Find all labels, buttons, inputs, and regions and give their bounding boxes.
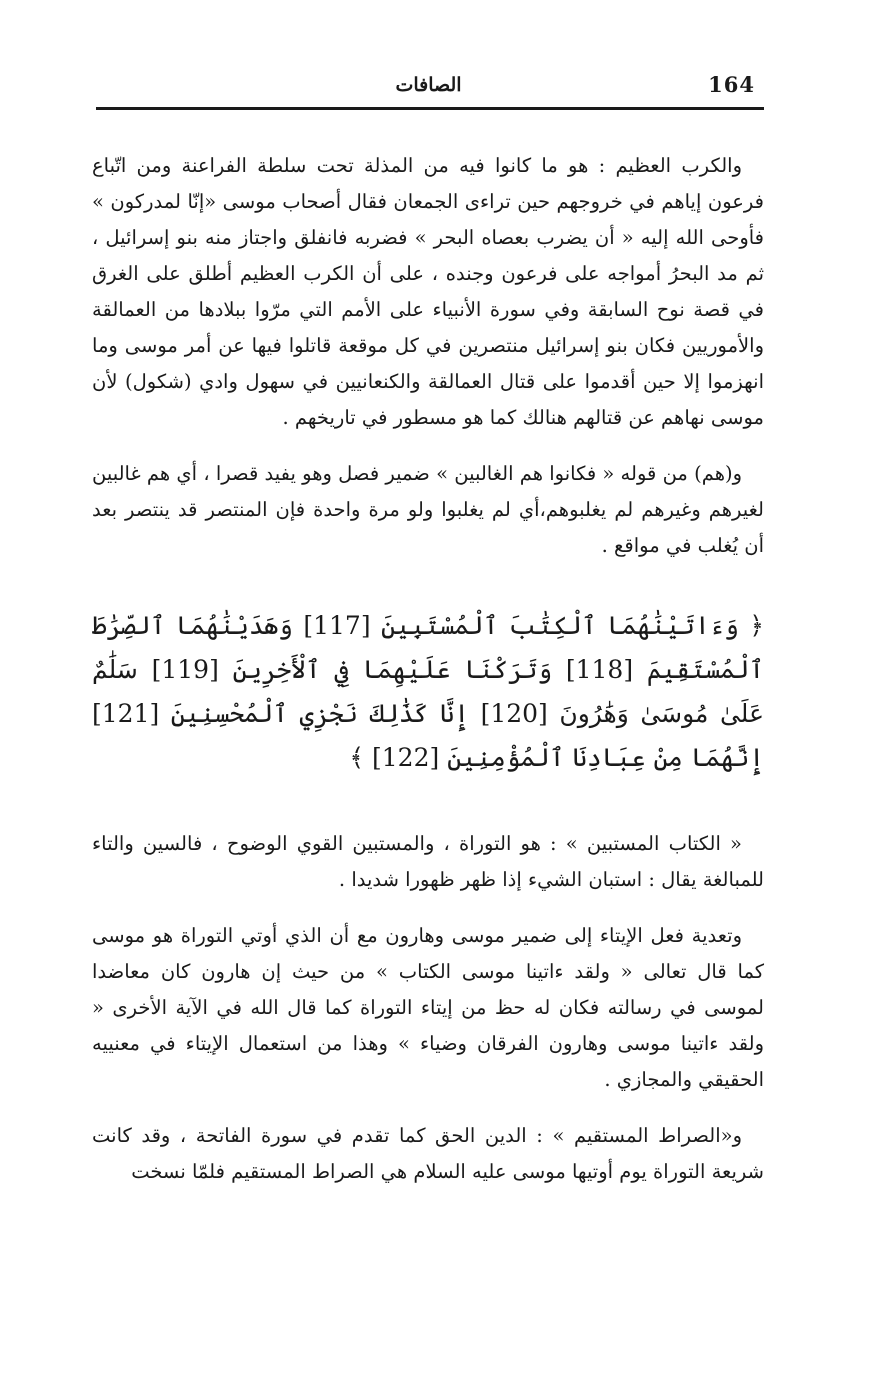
paragraph-straight-path: و«الصراط المستقيم » : الدين الحق كما تقدم في سورة الفاتحة ، وقد كانت شريعة التوراة يوم أوتيها موسى عليه السلام هي الصراط المستقيم فلمّا نسخت bbox=[92, 1124, 764, 1183]
header-rule bbox=[96, 107, 764, 110]
quran-verse-block: ﴿ وَءَاتَيْنَٰهُمَا ٱلْكِتَٰبَ ٱلْمُسْتَبِينَ [117] وَهَدَيْنَٰهُمَا ٱلصِّرَٰطَ ٱلْمُسْتَقِيمَ [118] وَتَرَكْنَا عَلَيْهِمَا فِي ٱلْأَخِرِينَ [119] سَلَٰمٌ عَلَىٰ مُوسَىٰ وَهَٰرُونَ [120] إِنَّا كَذَٰلِكَ نَجْزِي ٱلْمُحْسِنِينَ [121] إِنَّهُمَا مِنْ عِبَادِنَا ٱلْمُؤْمِنِينَ [122] ﴾ bbox=[92, 611, 765, 772]
page-number: 164 bbox=[708, 72, 755, 97]
paragraph-clear-book: « الكتاب المستبين » : هو التوراة ، والمستبين القوي الوضوح ، فالسين والتاء للمبالغة يقال : استبان الشيء إذا ظهر ظهورا شديدا . bbox=[92, 832, 764, 891]
paragraph-separating-pronoun: و(هم) من قوله « فكانوا هم الغالبين » ضمير فصل وهو يفيد قصرا ، أي هم غالبين لغيرهم وغيرهم لم يغلبوهم،أي لم يغلبوا ولو مرة واحدة فإن المنتصر قد ينتصر بعد أن يُغلب في مواقع . bbox=[92, 462, 764, 557]
paragraph-giving-to-both: وتعدية فعل الإيتاء إلى ضمير موسى وهارون مع أن الذي أوتي التوراة هو موسى كما قال تعالى « ولقد ءاتينا موسى الكتاب » من حيث إن هارون كان معاضدا لموسى في رسالته فكان له حظ من إيتاء التوراة كما قال الله في الآية الأخرى « ولقد ءاتينا موسى وهارون الفرقان وضياء » وهذا من استعمال الإيتاء في معنييه الحقيقي والمجازي . bbox=[92, 924, 764, 1091]
page-header bbox=[96, 70, 761, 104]
paragraph-great-distress: والكرب العظيم : هو ما كانوا فيه من المذلة تحت سلطة الفراعنة ومن اتّباع فرعون إياهم في خروجهم حين تراءى الجمعان فقال أصحاب موسى «إنّا لمدركون » فأوحى الله إليه « أن يضرب بعصاه البحر » فضربه فانفلق واجتاز منه بنو إسرائيل ، ثم مد البحرُ أمواجه على فرعون وجنده ، على أن الكرب العظيم أطلق على الغرق في قصة نوح السابقة وفي سورة الأنبياء على الأمم التي مرّوا ببلادها من العمالقة والأموريين فكان بنو إسرائيل منتصرين في كل موقعة قاتلوا فيها عن أمر موسى وما انهزموا إلا حين أقدموا على قتال العمالقة والكنعانيين في سهول وادي (شكول) لأن موسى نهاهم عن قتالهم هنالك كما هو مسطور في تاريخهم . bbox=[92, 154, 764, 429]
running-title: الصافات bbox=[395, 74, 462, 96]
page-body bbox=[92, 148, 764, 1210]
